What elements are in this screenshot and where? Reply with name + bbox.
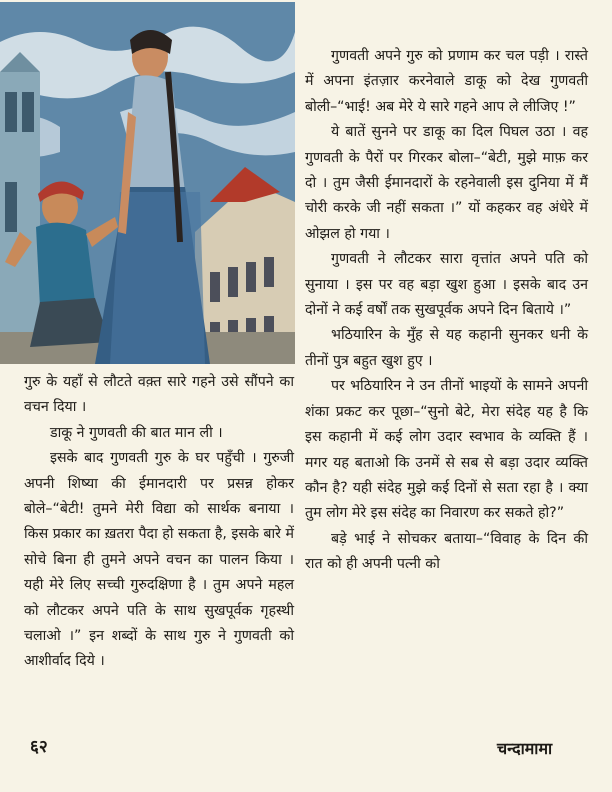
paragraph: गुणवती अपने गुरु को प्रणाम कर चल पड़ी । रास्ते में अपना इंतज़ार करनेवाले डाकू को देख गुणवती बोली–“भाई! अब मेरे ये सारे गहने आप ले लीजिए !” xyxy=(305,48,588,115)
right-text-column xyxy=(305,44,588,578)
paragraph: ये बातें सुनने पर डाकू का दिल पिघल उठा । वह गुणवती के पैरों पर गिरकर बोला–“बेटी, मुझे माफ़ कर दो । तुम जैसी ईमानदारों के रहनेवाली इस दुनिया में मैं चोरी करके जी नहीं सकता ।” यों कहकर वह अंधेरे में ओझल हो गया । xyxy=(305,124,588,242)
paragraph: इसके बाद गुणवती गुरु के घर पहुँची । गुरुजी अपनी शिष्या की ईमानदारी पर प्रसन्न होकर बोले–“बेटी! तुमने मेरी विद्या को सार्थक बनाया । किस प्रकार का ख़तरा पैदा हो सकता है, इसके बारे में सोचे बिना ही तुमने अपने वचन का पालन किया । यही मेरे लिए सच्ची गुरुदक्षिणा है । तुम अपने महल को लौटकर अपने पति के साथ सुखपूर्वक गृहस्थी चलाओ ।” इन शब्दों के साथ गुरु ने गुणवती को आशीर्वाद दिये । xyxy=(24,450,294,670)
paragraph: डाकू ने गुणवती की बात मान ली । xyxy=(50,424,223,441)
paragraph: गुरु के यहाँ से लौटते वक़्त सारे गहने उसे सौंपने का वचन दिया । xyxy=(24,374,294,416)
paragraph: बड़े भाई ने सोचकर बताया–“विवाह के दिन की रात को ही अपनी पत्नी को xyxy=(305,530,588,573)
paragraph: भठियारिन के मुँह से यह कहानी सुनकर धनी के तीनों पुत्र बहुत खुश हुए । xyxy=(305,327,588,369)
left-text-column xyxy=(24,370,294,675)
page-number: ६२ xyxy=(30,737,48,757)
magazine-title: चन्दामामा xyxy=(497,739,553,758)
story-illustration xyxy=(0,2,295,364)
paragraph: गुणवती ने लौटकर सारा वृत्तांत अपने पति को सुनाया । इस पर वह बड़ा खुश हुआ । इसके बाद उन दोनों ने कई वर्षों तक सुखपूर्वक अपने दिन बिताये ।” xyxy=(305,251,588,319)
paragraph: पर भठियारिन ने उन तीनों भाइयों के सामने अपनी शंका प्रकट कर पूछा–“सुनो बेटे, मेरा संदेह यह है कि इस कहानी में कई लोग उदार स्वभाव के व्यक्ति हैं । मगर यह बताओ कि उनमें से सब से बड़ा उदार व्यक्ति कौन है? यही संदेह मुझे कई दिनों से सता रहा है । क्या तुम लोग मेरे इस संदेह का निवारण कर सकते हो?” xyxy=(305,378,588,522)
